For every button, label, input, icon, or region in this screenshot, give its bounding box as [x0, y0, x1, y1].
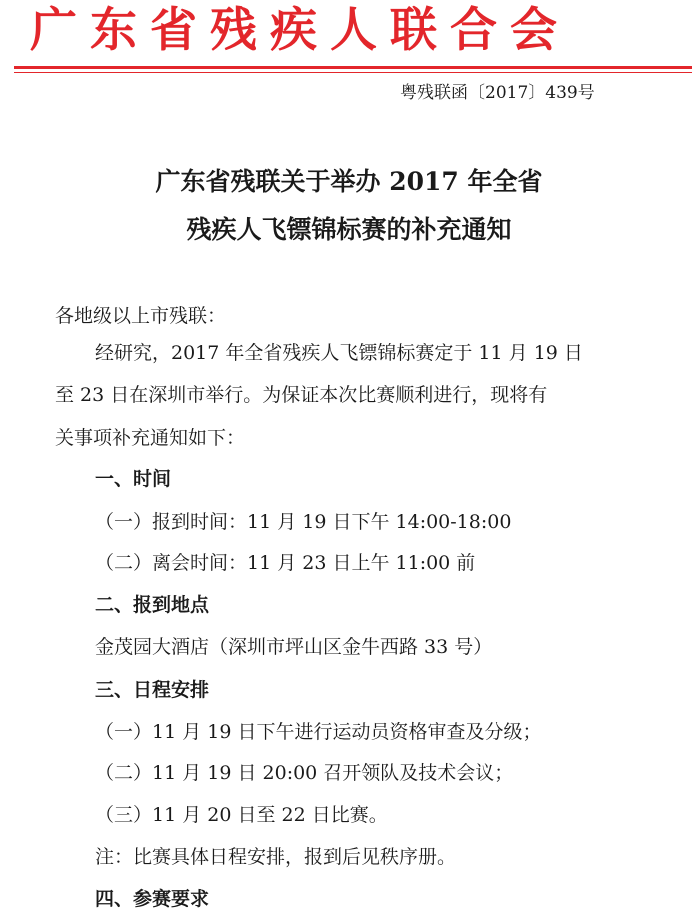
location-address: 金茂园大酒店（深圳市坪山区金牛西路 33 号） — [95, 636, 493, 658]
letterhead-org-name: 广东省残疾人联合会 — [30, 3, 570, 58]
document-title-line-1: 广东省残联关于举办 2017 年全省 — [155, 167, 543, 196]
schedule-item-2: （二）11 月 19 日 20:00 召开领队及技术会议； — [95, 762, 514, 784]
document-title-line-2: 残疾人飞镖锦标赛的补充通知 — [186, 215, 512, 244]
intro-line-3: 关事项补充通知如下： — [55, 427, 246, 449]
intro-line-1: 经研究，2017 年全省残疾人飞镖锦标赛定于 11 月 19 日 — [95, 342, 583, 364]
intro-line-2: 至 23 日在深圳市举行。为保证本次比赛顺利进行，现将有 — [55, 384, 548, 406]
time-item-departure: （二）离会时间：11 月 23 日上午 11:00 前 — [95, 552, 476, 574]
section-heading-schedule: 三、日程安排 — [95, 679, 210, 701]
section-heading-location: 二、报到地点 — [95, 594, 210, 616]
salutation: 各地级以上市残联： — [55, 305, 227, 327]
section-heading-time: 一、时间 — [95, 468, 172, 490]
time-item-checkin: （一）报到时间：11 月 19 日下午 14:00-18:00 — [95, 511, 512, 533]
document-number: 粤残联函〔2017〕439号 — [400, 83, 595, 103]
section-heading-requirements: 四、参赛要求 — [95, 888, 210, 910]
letterhead-red-rule-thick — [14, 66, 692, 69]
schedule-item-3: （三）11 月 20 日至 22 日比赛。 — [95, 804, 388, 826]
schedule-item-1: （一）11 月 19 日下午进行运动员资格审查及分级； — [95, 721, 542, 743]
letterhead-red-rule-thin — [14, 72, 692, 73]
schedule-note: 注：比赛具体日程安排，报到后见秩序册。 — [95, 846, 457, 868]
